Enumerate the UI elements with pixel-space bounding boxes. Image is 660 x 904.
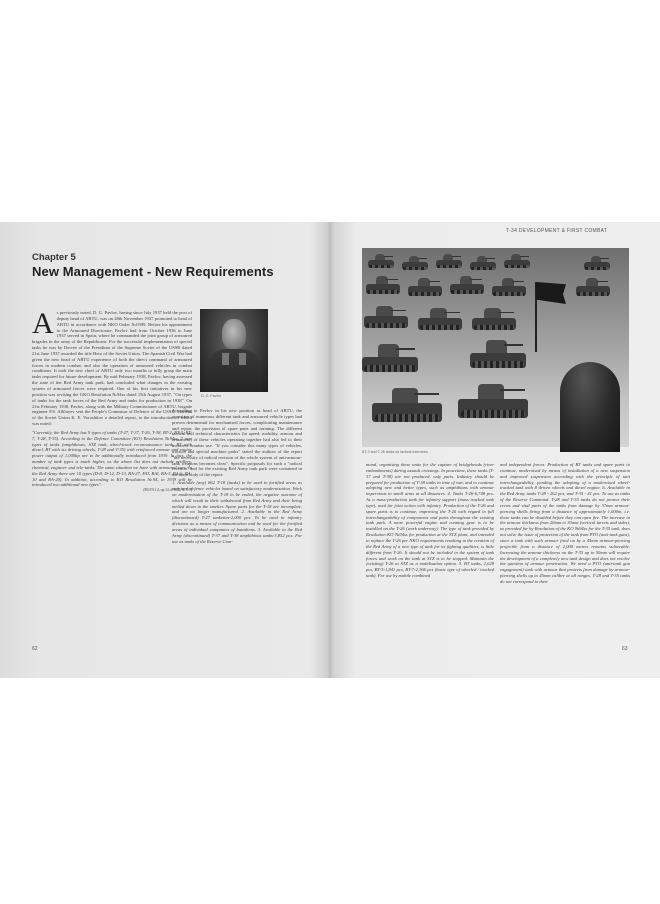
tank [402,256,428,270]
tank [368,254,394,268]
tank [408,278,442,296]
tank [492,278,526,296]
chapter-label: Chapter 5 [32,252,76,263]
tank [450,276,484,294]
chapter-title: New Management - New Requirements [32,264,274,279]
tank [458,384,528,418]
tank [584,256,610,270]
tank [470,340,526,368]
tank [504,254,530,268]
tank [362,344,418,372]
source-reference: (RGVA f.4, op.14, d.1842, ll. 1-5) [143,488,192,493]
portrait-caption: D. G. Pavlov [201,394,222,398]
left-page [0,222,330,678]
right-column-2 [500,462,630,585]
pavlov-portrait [200,309,268,392]
numbered-list: and independent forces. Production of BT tanks and spare parts to continue, modernised by means of installation of a new suspension and improved suspension according with the principle of unit interchangeability, pending the adopting of a modernised wheel-tracked tank with 8 driven wheels and diesel engine. 6. Available in the Red Army tanks T-28 - 262 pcs, and T-35 - 41 pcs. To use as tanks of the Reserve Command. T-28 and T-35 tanks do not protect their crews and vital parts of the tanks from damage by 37mm armour-piercing shells firing from a distance of approximately 1,000m, i.e. these tanks can be disabled before they can open fire. The increase in the armour thickness from 20mm to 30mm (vertical turrets and sides), as provided for by Resolution of the KO №94ss for the T-35 tank, does not solve the issue of protection of the tank from PTO (anti-tank guns), since a tank with such armour fired on by a 45mm armour-piercing projectile from a distance of 2,000 metres remains vulnerable. Increasing the armour thickness on the T-35 up to 50mm will require the development of a completely new tank design and does not resolve the question of armour penetration. We need a PTO (anti-tank gun engagement) tank with armour that protects from damage by armour-piercing shells up to 45mm calibre at all ranges. T-28 and T-35 tanks do not correspond to their [500,462,630,584]
tank [472,308,516,330]
soldier-figure [560,362,620,452]
running-head: T-34 DEVELOPMENT & FIRST COMBAT [506,228,608,234]
portrait-head [222,319,246,349]
quote-text: "Currently, the Red Army has 9 types of tanks (T-27, T-37, T-26, T-38, BT-2, BT-5, BT-7, T-28, T-35). According to the Defence Committee (KO) Resolution №94ss, 7 new types of tanks (amphibious, STZ tank, wheel-track reconnaissance tank, BT with diesel, BT with six driving wheels, T-28 and T-35) with reinforced armour and engine power output of 1,000hp are to be additionally introduced from 1939. In fact, the number of tank types is much higher, as the above list does not include artillery, chemical, engineer and tele-tanks. The same situation we have with armoured cars. In the Red Army there are 10 types (D-8, D-12, D-13, BA-27, FAI, BAI, BA-3, BA-6, BA-10 and BA-20). In addition, according to KO Resolution №94, in 1939 will be introduced two additional new types". [32,429,192,488]
left-column-2 [172,408,302,544]
tank [470,256,496,270]
left-column-1 [32,307,192,494]
right-column-1 [366,462,494,579]
book-spread [0,222,660,678]
portrait-coat [206,349,262,392]
tank [418,308,462,330]
tank [436,254,462,268]
photo-caption: BT-2 and T-26 tanks on tactical exercises. [362,450,429,454]
tank [366,276,400,294]
dropcap: A [32,307,54,340]
tank [364,306,408,328]
page-number: 62 [32,646,38,652]
tank [372,388,442,422]
page-number: 63 [622,646,628,652]
body-text: s previously noted, D. G. Pavlov, having since July 1937 held the post of deputy head of ABTU, was on 28th November 1937 promoted to head of ABTU in accordance with NKO Order №0399. Before his appointment to the Armoured Directorate, Pavlov had from October 1936 to June 1937 served in Spain, where he commanded the joint group of armoured brigades in the army of the Republicans. For the successful implementation of special tasks he was by Decree of the Presidium of the Supreme Soviet of the USSR dated 21st June 1937 awarded the title Hero of the Soviet Union. The Spanish Civil War had given the new head of ABTU experience of both the direct command of armoured forces in modern combat, and also the operation of armoured vehicles in combat conditions. It took the new chief of ABTU only two months to fully grasp the main tasks required for future development. By mid February 1938, Pavlov, having assessed the state of the Red Army tank park, had concluded what changes in the existing system of armoured forces were required. One of his first initiatives in his new position was revising the GKO Resolution №94ss dated 15th August 1937, "On types of tanks for the tank forces of the Red Army and tanks for production in 1938". On 21st February 1938, Pavlov, along with the Military Commissioner of ABTU, brigade engineer P.S. Alliluyev sent the People's Commisar of Defence of the USSR, Marshal of the Soviet Union K. E. Voroshilov a detailed report, to the introduction of which was noted: [32,310,192,427]
body-text: According to Pavlov in his new position as head of ABTU, the operation of numerous different tank and armoured vehicle types had proven detrimental for mechanised forces, complicating maintenance and repair, the provision of spare parts and training. The different tactical and technical characteristics (in speed, mobility, armour and armament) of these vehicles operating together had also led to their incorrect combat use. "If you consider this many types of vehicles, tractors and special machine parks" stated the authors of the report "the necessity of radical revision of the whole system of anti-armour-tank weapons becomes clear". Specific proposals for such a "radical revision" and for the existing Red Army tank park were contained in the main body of the report: [172,408,302,478]
numbered-list: mand, organising these units for the capture of bridgeheads (river embankments) during assault crossings. In peacetime, these tanks (T-37 and T-38) are not produced, only parts. Industry should be prepared for production of T-38 tanks in time of war, and to continue adopting new and better types, such as amphibians with armour impervious to small arms at all distances. 4. Tanks T-26-6,748 pcs. As a mass-production tank for infantry support (mass tracked tank type), used for joint action with infantry. Production of the T-26 and spare parts is to continue, improving the T-26 with regard to full interchangeability of components and parts throughout the existing tank park. A more powerful engine and running gear is to be installed on the T-26 (work underway). The type of tank provided by Resolution KO №94ss for production at the STZ plant, and intended to replace the T-26 per NKO requirements resulting in the creation of the Red Army of a new type of tank for its fighting qualities, is little different from T-26. It should not be included in the system of tank forces and work on the tank at STZ is to be stopped. Maintain the (existing) T-26 at STZ as a mobilisation option. 5. BT tanks, 2,628 pcs, BT-5-1,841 pcs, BT-7-2,366 pcs (basic type of wheeled / tracked tank). For use by mobile combined [366,462,494,579]
numbered-list: 1. Available (any) 862 T-18 (tanks) to be used to fortified areas as anti-tank defence vehicles based on satisfactory modernisation. Work on modernisation of the T-18 to be ended, the negative outcome of which will result in their withdrawal from Red Army and their being melted down in the smelter. Spare parts for the T-18 are incomplete, and are no longer manufactured. 2. Available in the Red Army (discontinued) T-27 tankettes-2,000 pcs. To be used in infantry divisions as a means of communication and be used for the fortified areas of individual companies of battalions. 3. Available in the Red Army (discontinued) T-37 and T-38 amphibious tanks-3,852 pcs. For use as tanks of the Reserve Com- [172,480,302,544]
portrait-collar-tab [222,353,229,365]
portrait-collar-tab [239,353,246,365]
tank [576,278,610,296]
